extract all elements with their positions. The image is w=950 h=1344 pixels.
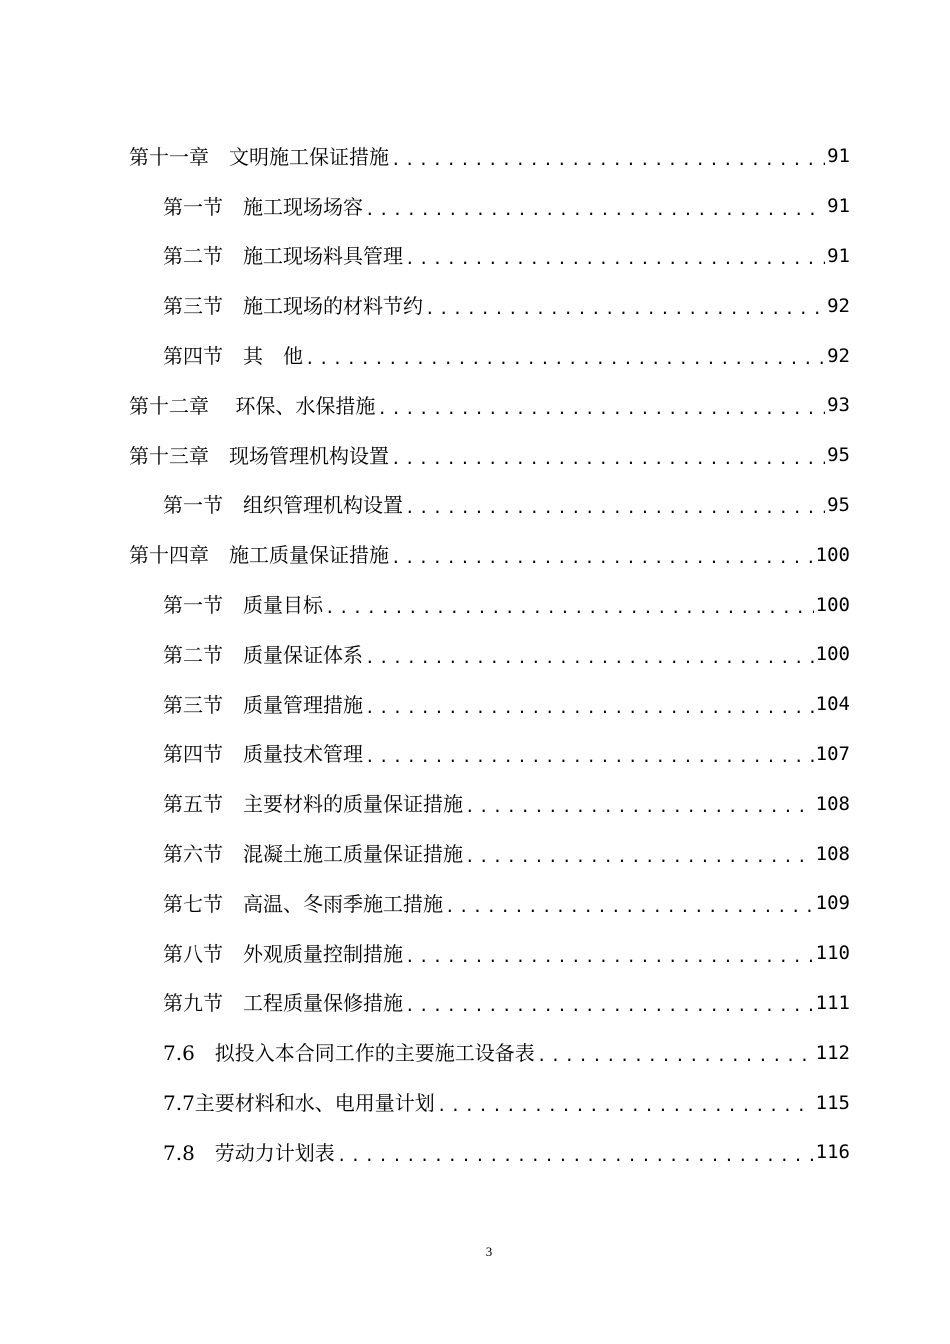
- toc-entry[interactable]: [0, 879, 850, 929]
- table-of-contents: [0, 132, 950, 1178]
- toc-entry[interactable]: [0, 580, 850, 630]
- toc-entry[interactable]: [0, 132, 850, 182]
- toc-entry[interactable]: [0, 1078, 850, 1128]
- toc-entry-page: 95: [827, 493, 850, 516]
- toc-dot-leader: [391, 550, 814, 566]
- toc-entry-page: 111: [815, 991, 850, 1014]
- toc-dot-leader: [325, 600, 814, 616]
- toc-entry-page: 109: [815, 892, 850, 915]
- toc-dot-leader: [365, 700, 814, 716]
- toc-entry-label: 第七节 高温、冬雨季施工措施: [163, 891, 443, 916]
- toc-entry[interactable]: [0, 730, 850, 780]
- toc-entry-page: 108: [815, 842, 850, 865]
- toc-entry-label: 7.6 拟投入本合同工作的主要施工设备表: [163, 1041, 535, 1066]
- toc-dot-leader: [365, 202, 825, 218]
- toc-entry-page: 100: [815, 543, 850, 566]
- toc-entry[interactable]: [0, 929, 850, 979]
- toc-entry-label: 第十四章 施工质量保证措施: [129, 543, 389, 568]
- toc-entry-page: 93: [827, 394, 850, 417]
- toc-dot-leader: [405, 500, 825, 516]
- toc-entry-page: 95: [827, 444, 850, 467]
- toc-dot-leader: [405, 998, 814, 1014]
- toc-entry[interactable]: [0, 232, 850, 282]
- toc-entry-page: 100: [815, 593, 850, 616]
- toc-dot-leader: [391, 451, 825, 467]
- toc-dot-leader: [391, 152, 825, 168]
- toc-entry-page: 91: [827, 195, 850, 218]
- toc-entry[interactable]: [0, 182, 850, 232]
- toc-entry-page: 108: [815, 792, 850, 815]
- toc-entry[interactable]: [0, 281, 850, 331]
- toc-entry-label: 7.7主要材料和水、电用量计划: [163, 1091, 435, 1116]
- page-number: 3: [485, 1244, 493, 1259]
- toc-dot-leader: [437, 1098, 814, 1114]
- toc-entry-label: 第十二章 环保、水保措施: [129, 393, 376, 418]
- toc-dot-leader: [465, 849, 814, 865]
- toc-entry-label: 第三节 质量管理措施: [163, 692, 363, 717]
- toc-entry-label: 第一节 组织管理机构设置: [163, 493, 403, 518]
- toc-entry[interactable]: [0, 331, 850, 381]
- toc-dot-leader: [365, 749, 814, 765]
- toc-entry[interactable]: [0, 431, 850, 481]
- toc-entry[interactable]: [0, 630, 850, 680]
- toc-entry-label: 第十三章 现场管理机构设置: [129, 443, 389, 468]
- toc-dot-leader: [445, 899, 814, 915]
- toc-dot-leader: [465, 799, 814, 815]
- toc-dot-leader: [377, 401, 825, 417]
- toc-entry-page: 92: [827, 294, 850, 317]
- toc-entry-page: 110: [815, 942, 850, 965]
- toc-entry-page: 107: [815, 742, 850, 765]
- toc-entry[interactable]: [0, 1128, 850, 1178]
- toc-entry-page: 91: [827, 145, 850, 168]
- toc-entry-page: 104: [815, 693, 850, 716]
- toc-dot-leader: [425, 301, 825, 317]
- toc-dot-leader: [365, 650, 814, 666]
- toc-entry-label: 第一节 质量目标: [163, 593, 323, 618]
- toc-entry[interactable]: [0, 779, 850, 829]
- toc-entry-label: 第九节 工程质量保修措施: [163, 991, 403, 1016]
- toc-entry[interactable]: [0, 1028, 850, 1078]
- toc-entry-label: 第二节 质量保证体系: [163, 642, 363, 667]
- toc-entry-label: 第四节 其 他: [163, 344, 303, 369]
- toc-entry-label: 第一节 施工现场场容: [163, 194, 363, 219]
- toc-entry-label: 第六节 混凝土施工质量保证措施: [163, 842, 463, 867]
- toc-entry[interactable]: [0, 680, 850, 730]
- toc-entry-label: 第二节 施工现场料具管理: [163, 244, 403, 269]
- toc-entry[interactable]: [0, 530, 850, 580]
- toc-entry-label: 第五节 主要材料的质量保证措施: [163, 792, 463, 817]
- toc-entry-label: 第八节 外观质量控制措施: [163, 941, 403, 966]
- toc-entry-page: 115: [815, 1091, 850, 1114]
- toc-dot-leader: [405, 251, 825, 267]
- toc-entry-label: 7.8 劳动力计划表: [163, 1140, 335, 1165]
- toc-entry-label: 第十一章 文明施工保证措施: [129, 144, 389, 169]
- toc-entry-page: 100: [815, 643, 850, 666]
- toc-dot-leader: [405, 949, 814, 965]
- toc-entry-page: 116: [815, 1141, 850, 1164]
- toc-entry[interactable]: [0, 381, 850, 431]
- toc-entry[interactable]: [0, 829, 850, 879]
- toc-entry[interactable]: [0, 481, 850, 531]
- toc-entry-page: 112: [815, 1041, 850, 1064]
- toc-dot-leader: [537, 1048, 814, 1064]
- toc-dot-leader: [337, 1148, 814, 1164]
- toc-entry[interactable]: [0, 979, 850, 1029]
- toc-entry-label: 第四节 质量技术管理: [163, 742, 363, 767]
- toc-entry-page: 92: [827, 344, 850, 367]
- toc-entry-page: 91: [827, 244, 850, 267]
- toc-dot-leader: [305, 351, 825, 367]
- toc-entry-label: 第三节 施工现场的材料节约: [163, 294, 423, 319]
